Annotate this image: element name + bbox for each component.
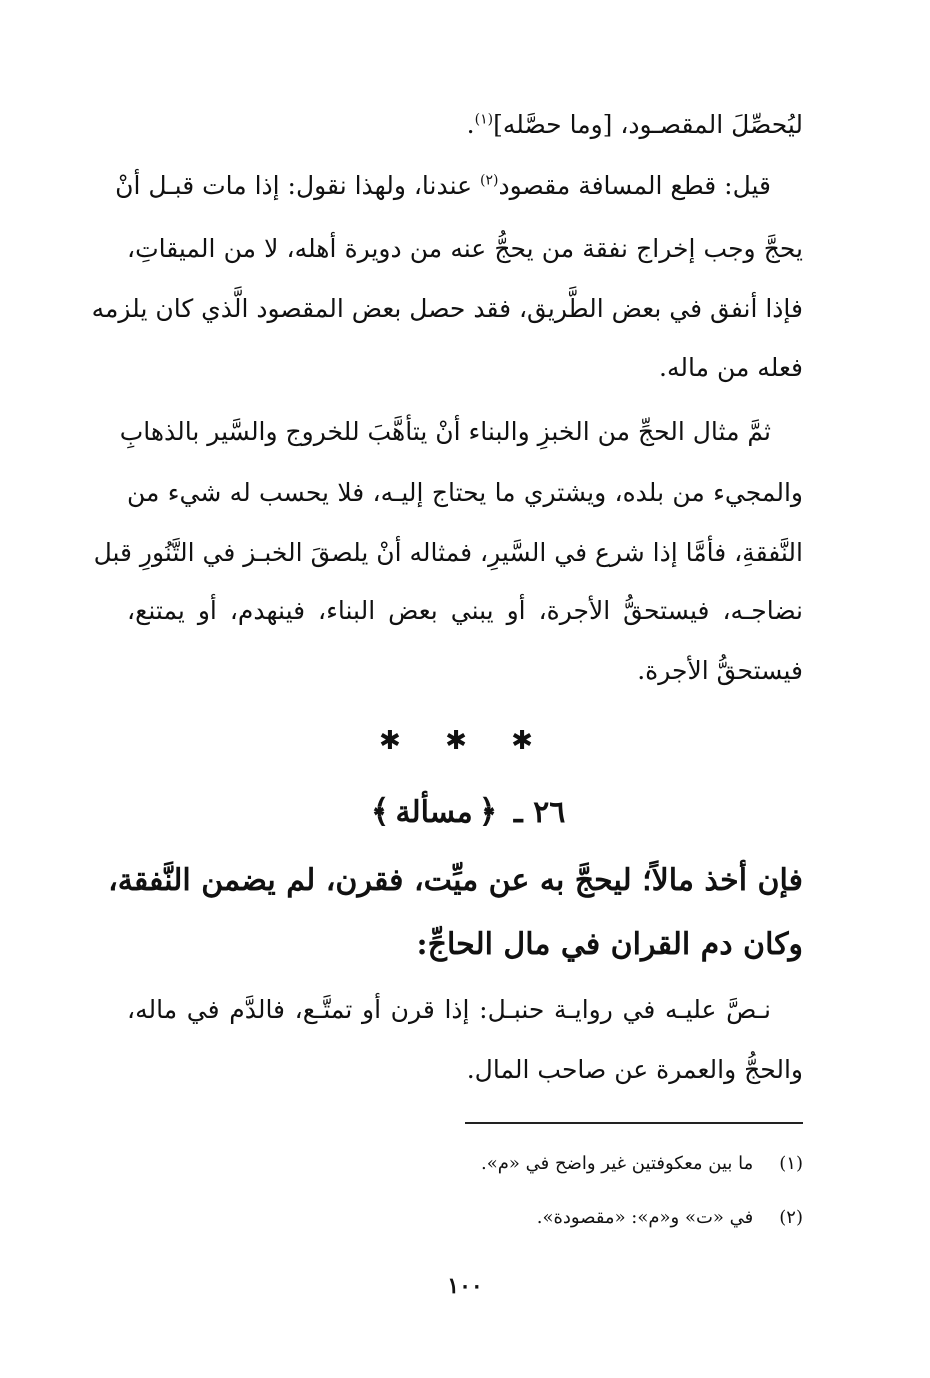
- answer-line: نـصَّ عليـه في روايـة حنبـل: إذا قرن أو تمتَّـع، فالدَّم في ماله،: [127, 995, 771, 1024]
- body-line: يحجَّ وجب إخراج نفقة من يحجُّ عنه من دويرة أهله، لا من الميقاتِ،: [127, 234, 803, 263]
- body-line: النَّفقةِ، فأمَّا إذا شرع في السَّيرِ، فمثاله أنْ يلصقَ الخبـز في التَّنُورِ قبل: [93, 538, 803, 567]
- body-line: والمجيء من بلده، ويشتري ما يحتاج إليـه، فلا يحسب له شيء من: [127, 478, 803, 507]
- issue-title-open: ﴿: [478, 792, 498, 830]
- page-number: ١٠٠: [447, 1273, 483, 1299]
- issue-title-close: ﴾: [370, 792, 390, 830]
- body-text: .: [466, 110, 475, 139]
- answer-line: والحجُّ والعمرة عن صاحب المال.: [466, 1055, 803, 1084]
- body-line: فعله من ماله.: [659, 353, 803, 382]
- footnote: [127, 1153, 803, 1174]
- section-separator: ✱ ✱ ✱: [379, 726, 551, 756]
- footnote-number: (١): [779, 1153, 803, 1174]
- body-line: فإذا أنفق في بعض الطَّريق، فقد حصل بعض المقصود الَّذي كان يلزمه: [91, 294, 803, 323]
- footnote-number: (٢): [779, 1207, 803, 1228]
- body-line: فيستحقُّ الأجرة.: [637, 656, 803, 685]
- question-line: وكان دم القران في مال الحاجِّ:: [416, 927, 803, 962]
- issue-number: ٢٦ ـ: [513, 795, 566, 830]
- footnote-ref: (١): [474, 111, 494, 128]
- body-line: ثمَّ مثال الحجِّ من الخبزِ والبناء أنْ يتأهَّبَ للخروج والسَّير بالذهابِ: [119, 417, 771, 446]
- body-text: عندنا، ولهذا نقول: إذا مات قبـل أنْ: [115, 171, 481, 200]
- body-text: ليُحصِّلَ المقصـود، [وما حصَّله]: [493, 110, 803, 139]
- issue-title: مسألة: [395, 795, 473, 830]
- footnote: [127, 1207, 803, 1228]
- footnote-text: ما بين معكوفتين غير واضح في «م».: [481, 1153, 754, 1174]
- footnote-divider: [465, 1122, 803, 1124]
- question-line: فإن أخذ مالاً؛ ليحجَّ به عن ميِّت، فقرن، لم يضمن النَّفقة،: [108, 863, 803, 898]
- body-text: قيل: قطع المسافة مقصود: [498, 171, 771, 200]
- body-line: [127, 112, 803, 137]
- footnote-text: في «ت» و«م»: «مقصودة».: [536, 1207, 754, 1228]
- issue-heading: [0, 792, 930, 830]
- body-line: [115, 171, 803, 200]
- body-line: نضاجـه، فيستحقُّ الأجرة، أو يبني بعض البناء، فينهدم، أو يمتنع،: [127, 596, 803, 625]
- footnote-ref: (٢): [480, 172, 499, 189]
